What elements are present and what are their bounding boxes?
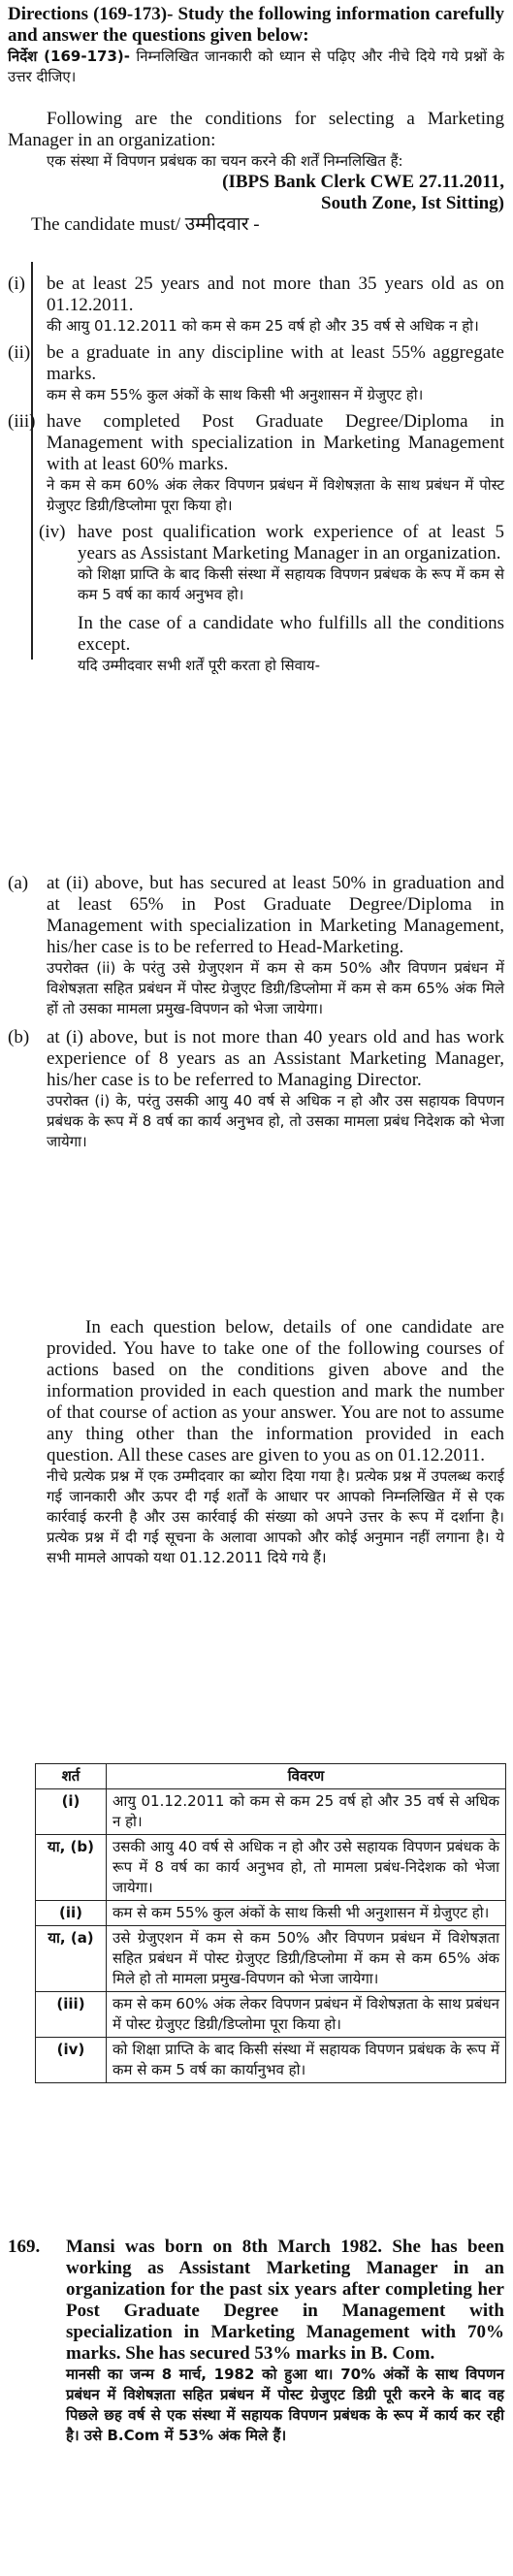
except-en: In the case of a candidate who fulfills all the conditions except. [78, 613, 504, 655]
conditions-table [35, 1763, 506, 2083]
intro-block [8, 109, 504, 236]
table-header-row [36, 1764, 506, 1789]
question-number: 169. [8, 2237, 41, 2257]
question-hi: मानसी का जन्म 8 मार्च, 1982 को हुआ था। 70% अंकों के साथ विपणन प्रबंधन में विशेषज्ञता सहित प्रबंधन में पोस्ट ग्रेजुएट डिग्री पूरी करने के बाद वह पिछले छह वर्ष से एक संस्था में सहायक विपणन प्रबंधक के रूप में कार्य कर रही है। उसे B.Com में 53% अंक मिले हैं। [66, 2366, 504, 2444]
table-cell-label: (iv) [36, 2038, 107, 2083]
table-cell-text: को शिक्षा प्राप्ति के बाद किसी संस्था में सहायक विपणन प्रबंधक के रूप में कम से कम 5 वर्ष का कार्यानुभव हो। [107, 2038, 506, 2083]
condition-ii [8, 342, 504, 405]
condition-hi: को शिक्षा प्राप्ति के बाद किसी संस्था में सहायक विपणन प्रबंधक के रूप में कम से कम 5 वर्ष का कार्य अनुभव हो। [78, 565, 504, 603]
table-cell-label: या, (b) [36, 1835, 107, 1901]
exception-a [8, 873, 504, 1019]
table-cell-label: (ii) [36, 1901, 107, 1926]
table-cell-text: कम से कम 60% अंक लेकर विपणन प्रबंधन में विशेषज्ञता के साथ प्रबंधन में पोस्ट ग्रेजुएट डिग्री/डिप्लोमा पूरा किया हो। [107, 1992, 506, 2038]
table-header-cell: शर्त [36, 1764, 107, 1789]
exception-number: (a) [8, 873, 29, 893]
condition-en: be at least 25 years and not more than 35 years old as on 01.12.2011. [47, 274, 504, 315]
condition-en: have completed Post Graduate Degree/Diploma in Management with specialization in Marketing Management with at least 60% marks. [47, 411, 504, 474]
exceptions-list [8, 873, 504, 1152]
table-cell-label: (i) [36, 1789, 107, 1835]
exception-hi: उपरोक्त (ii) के परंतु उसे ग्रेजुएशन में कम से कम 50% और विपणन प्रबंधन में विशेषज्ञता सहित प्रबंधन में पोस्ट ग्रेजुएट डिग्री/डिप्लोमा में कम से कम 65% अंक मिले हों तो उसका मामला प्रमुख-विपणन को भेजा जायेगा। [47, 959, 504, 1017]
table-row [36, 1926, 506, 1992]
table-row [36, 1789, 506, 1835]
exception-number: (b) [8, 1027, 30, 1047]
condition-iv [39, 522, 504, 676]
table-cell-label: (iii) [36, 1992, 107, 2038]
table-cell-text: कम से कम 55% कुल अंकों के साथ किसी भी अनुशासन में ग्रेजुएट हो। [107, 1901, 506, 1926]
directions-text: Study the following information carefully and answer the questions given below: [8, 4, 505, 46]
condition-number: (i) [8, 274, 25, 294]
except-hi: यदि उम्मीदवार सभी शर्तें पूरी करता हो सिवाय- [78, 657, 320, 674]
condition-hi: कम से कम 55% कुल अंकों के साथ किसी भी अनुशासन में ग्रेजुएट हो। [47, 386, 424, 403]
directions-hi-text: निम्नलिखित जानकारी को ध्यान से पढ़िए और नीचे दिये गये प्रश्नों के उत्तर दीजिए। [8, 48, 504, 85]
condition-i [8, 274, 504, 337]
exception-hi: उपरोक्त (i) के, परंतु उसकी आयु 40 वर्ष से अधिक न हो और उस सहायक विपणन प्रबंधक के रूप में 8 वर्ष का कार्य अनुभव हो, तो उसका मामला प्रबंध निदेशक को भेजा जायेगा। [47, 1092, 504, 1150]
directions-label: Directions [8, 4, 89, 24]
condition-number: (ii) [8, 342, 31, 363]
table-row [36, 1835, 506, 1901]
condition-number: (iv) [39, 522, 66, 542]
conditions-list [8, 274, 504, 676]
intro-en: Following are the conditions for selecting a Marketing Manager in an organization: [8, 109, 504, 150]
table-cell-label: या, (a) [36, 1926, 107, 1992]
question-169 [8, 2237, 504, 2446]
instructions-block [47, 1317, 504, 1568]
table-row [36, 1992, 506, 2038]
directions-block [8, 4, 504, 87]
exception-en: at (ii) above, but has secured at least 50% in graduation and at least 65% in Post Graduate Degree/Diploma in Management with specialization in Marketing Management, his/her case is to be referred to Head-Marketing. [47, 873, 504, 957]
directions-hi-label: निर्देश (169-173)- [8, 48, 130, 65]
exception-b [8, 1027, 504, 1152]
question-en: Mansi was born on 8th March 1982. She has been working as Assistant Marketing Manager in an organization for the past six years after completing her Post Graduate Degree in Management with specialization in Marketing Management with 70% marks. She has secured 53% marks in B. Com. [66, 2237, 504, 2364]
table-row [36, 1901, 506, 1926]
table-row [36, 2038, 506, 2083]
condition-iii [8, 411, 504, 516]
condition-hi: ने कम से कम 60% अंक लेकर विपणन प्रबंधन में विशेषज्ञता के साथ प्रबंधन में पोस्ट ग्रेजुएट डिग्री/डिप्लोमा पूरा किया हो। [47, 476, 504, 514]
instructions-hi: नीचे प्रत्येक प्रश्न में एक उम्मीदवार का ब्योरा दिया गया है। प्रत्येक प्रश्न में उपलब्ध कराई गई जानकारी और ऊपर दी गई शर्तों के आधार पर आपको निम्नलिखित में से एक कार्रवाई करनी है और उस कार्रवाई की संख्या को अपने उत्तर के रूप में दर्शाना है। प्रत्येक प्रश्न में दी गई सूचना के अलावा आपको और कोई अनुमान नहीं लगाना है। ये सभी मामले आपको यथा 01.12.2011 दिये गये हैं। [47, 1467, 504, 1566]
condition-number: (iii) [8, 411, 36, 432]
table-cell-text: आयु 01.12.2011 को कम से कम 25 वर्ष हो और 35 वर्ष से अधिक न हो। [107, 1789, 506, 1835]
condition-en: have post qualification work experience of at least 5 years as Assistant Marketing Manager in an organization. [78, 522, 504, 564]
table-header-cell: विवरण [107, 1764, 506, 1789]
source-note: (IBPS Bank Clerk CWE 27.11.2011, South Zone, Ist Sitting) [222, 172, 504, 213]
instructions-en: In each question below, details of one candidate are provided. You have to take one of the following courses of actions based on the conditions given above and the information provided in each question and mark the number of that course of action as your answer. You are not to assume any thing other than the information provided in each question. All these cases are given to you as on 01.12.2011. [47, 1317, 504, 1465]
table-cell-text: उसकी आयु 40 वर्ष से अधिक न हो और उसे सहायक विपणन प्रबंधक के रूप में 8 वर्ष का कार्य अनुभव हो, तो मामला प्रबंध-निदेशक को भेजा जायेगा। [107, 1835, 506, 1901]
directions-range: (169-173)- [93, 4, 174, 24]
exception-en: at (i) above, but is not more than 40 years old and has work experience of 8 years as an Assistant Marketing Manager, his/her case is to be referred to Managing Director. [47, 1027, 504, 1090]
condition-en: be a graduate in any discipline with at least 55% aggregate marks. [47, 342, 504, 384]
intro-hi: एक संस्था में विपणन प्रबंधक का चयन करने की शर्तें निम्नलिखित हैं: [47, 152, 403, 170]
condition-hi: की आयु 01.12.2011 को कम से कम 25 वर्ष हो और 35 वर्ष से अधिक न हो। [47, 317, 479, 335]
must-label: The candidate must/ उम्मीदवार - [31, 214, 260, 235]
table-cell-text: उसे ग्रेजुएशन में कम से कम 50% और विपणन प्रबंधन में विशेषज्ञता सहित प्रबंधन में पोस्ट ग्रेजुएट डिग्री/डिप्लोमा में कम से कम 65% अंक मिले हो तो मामला प्रमुख-विपणन को भेजा जायेगा। [107, 1926, 506, 1992]
